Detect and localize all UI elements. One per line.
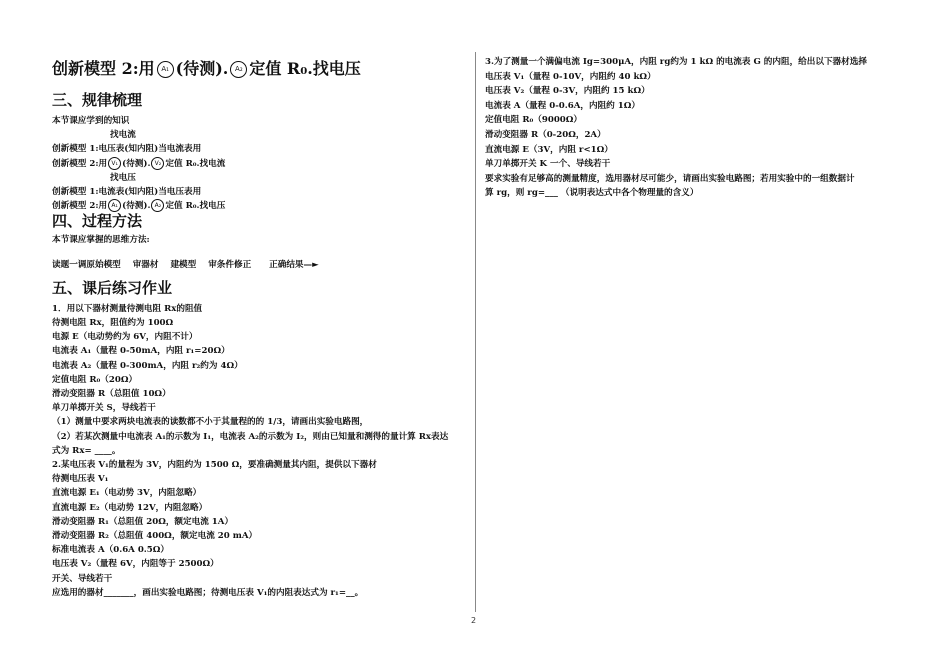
q1-line: 电流表 A₂（量程 0-300mA，内阻 r₂约为 4Ω） [52, 360, 243, 371]
q2-line: 开关、导线若干 [52, 573, 113, 584]
title-suffix: 定值 R₀.找电压 [249, 59, 361, 78]
q2-line: 应选用的器材_______，画出实验电路图；待测电压表 V₁的内阻表达式为 r₁=__。 [52, 587, 364, 598]
q1-line: 定值电阻 R₀（20Ω） [52, 374, 138, 385]
left-column [52, 52, 467, 600]
section-3-heading: 三、规律梳理 [52, 91, 143, 109]
method-intro: 本节课应掌握的思维方法: [52, 235, 150, 246]
title-mid: (待测). [175, 59, 229, 78]
q2-line: 电压表 V₂（量程 6V，内阻等于 2500Ω） [52, 559, 219, 570]
question-2 [52, 458, 467, 600]
main-title [52, 58, 467, 80]
voltage-model-1: 创新模型 1:电压表(知内阻)当电流表用 [52, 144, 202, 155]
voltmeter-v1-icon: V₁ [108, 157, 121, 170]
right-column [485, 55, 905, 201]
ammeter-a1-small-icon: A₁ [108, 199, 121, 212]
q3-line: 电压表 V₂（量程 0-3V，内阻约 15 kΩ） [485, 86, 650, 97]
voltmeter-v2-icon: V₂ [151, 157, 164, 170]
q2-line: 标准电流表 A（0.6A 0.5Ω） [52, 545, 170, 556]
q1-line: （2）若某次测量中电流表 A₁的示数为 I₁，电流表 A₂的示数为 I₂，则由已知量和测得的量计算 Rx表达 [52, 431, 449, 442]
q1-line: 待测电阻 Rx，阻值约为 100Ω [52, 318, 174, 329]
question-1 [52, 302, 467, 458]
q3-line: 单刀单掷开关 K 一个、导线若干 [485, 159, 611, 170]
q3-line: 直流电源 E（3V，内阻 r<1Ω） [485, 144, 613, 155]
column-divider [475, 52, 476, 612]
ammeter-a2-small-icon: A₂ [151, 199, 164, 212]
q3-line: 定值电阻 R₀（9000Ω） [485, 115, 583, 126]
q2-line: 直流电源 E₁（电动势 3V，内阻忽略） [52, 488, 202, 499]
section-5-heading: 五、课后练习作业 [52, 278, 173, 297]
q3-line: 要求实验有足够高的测量精度，选用器材尽可能少，请画出实验电路图；若用实验中的一组数据计 [485, 173, 855, 184]
q2-line: 滑动变阻器 R₂（总阻值 400Ω，额定电流 20 mA） [52, 531, 258, 542]
current-model-1: 创新模型 1:电流表(知内阻)当电压表用 [52, 187, 202, 198]
ammeter-a1-icon: A₁ [157, 61, 174, 78]
q2-line: 直流电源 E₂（电动势 12V，内阻忽略） [52, 502, 208, 513]
q1-line: 单刀单掷开关 S，导线若干 [52, 403, 156, 414]
q1-line: 电源 E（电动势约为 6V，内阻不计） [52, 332, 198, 343]
q3-line: 电流表 A（量程 0-0.6A，内阻约 1Ω） [485, 100, 640, 111]
voltage-meter-heading: 找电流 [110, 130, 136, 141]
q2-line: 2.某电压表 V₁的量程为 3V，内阻约为 1500 Ω，要准确测量其内阻，提供以下器材 [52, 460, 377, 471]
q1-line: （1）测量中要求两块电流表的读数都不小于其量程的的 1/3，请画出实验电路图， [52, 417, 369, 428]
page-number: 2 [471, 616, 477, 625]
q1-line: 滑动变阻器 R（总阻值 10Ω） [52, 389, 171, 400]
q2-line: 滑动变阻器 R₁（总阻值 20Ω，额定电流 1A） [52, 516, 234, 527]
q1-line: 电流表 A₁（量程 0-50mA，内阻 r₁=20Ω） [52, 346, 230, 357]
method-flow: 读题一调原始模型 审器材 建模型 审条件修正 正确结果—► [52, 259, 319, 270]
q2-line: 待测电压表 V₁ [52, 474, 109, 485]
ammeter-a2-icon: A₂ [230, 61, 247, 78]
q3-line: 算 rg，则 rg=___ （说明表达式中各个物理量的含义） [485, 188, 699, 199]
q1-line: 1．用以下器材测量待测电阻 Rx的阻值 [52, 303, 203, 314]
question-3 [485, 55, 905, 201]
current-model-2: 创新模型 2:用 A₁ (待测). A₂ 定值 R₀.找电压 [52, 201, 226, 212]
q3-line: 3.为了测量一个满偏电流 Ig=300μA，内阻 rg约为 1 kΩ 的电流表 G 的内阻，给出以下器材选择 [485, 57, 867, 67]
q3-line: 滑动变阻器 R（0-20Ω，2A） [485, 129, 606, 140]
knowledge-intro: 本节课应学到的知识 [52, 116, 130, 126]
current-meter-heading: 找电压 [110, 172, 136, 183]
q3-line: 电压表 V₁（量程 0-10V，内阻约 40 kΩ） [485, 71, 656, 82]
voltage-model-2: 创新模型 2:用 V₁ (待测). V₂ 定值 R₀.找电流 [52, 158, 226, 169]
q1-line: 式为 Rx= ____。 [52, 445, 121, 456]
title-prefix: 创新模型 2:用 [52, 59, 155, 78]
section-4-heading: 四、过程方法 [52, 212, 143, 231]
